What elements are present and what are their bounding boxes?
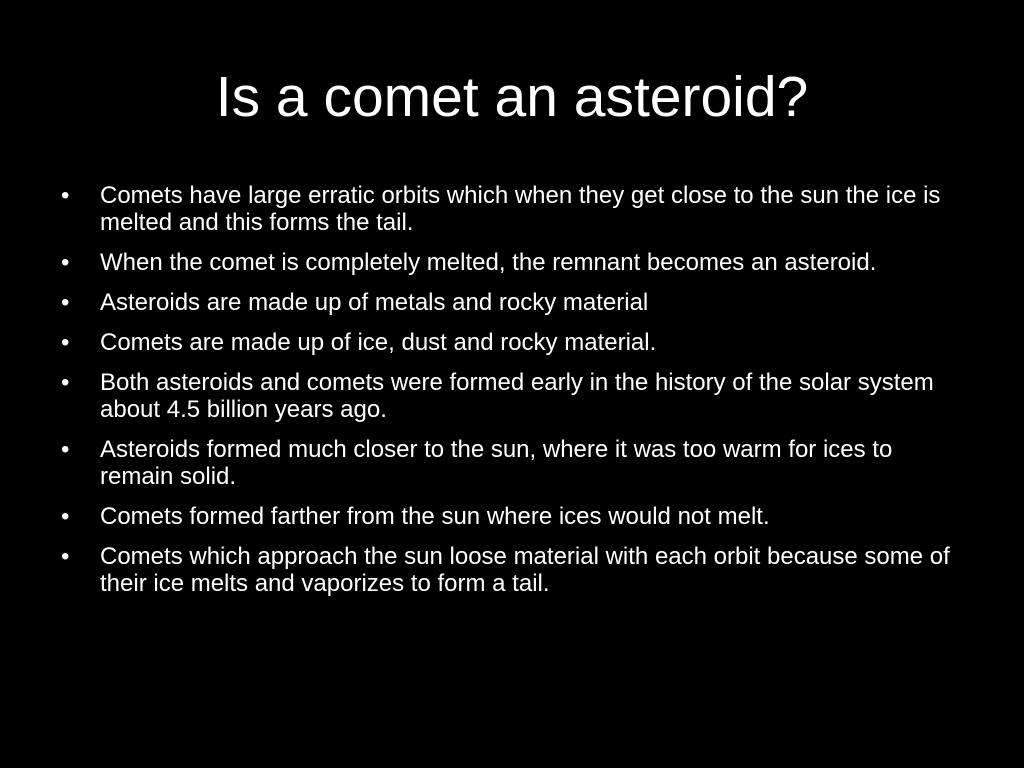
bullet-text: Both asteroids and comets were formed early in the history of the solar system about 4.5 billion years ago. xyxy=(100,369,934,423)
bullet-text: Comets which approach the sun loose material with each orbit because some of their ice melts and vaporizes to form a tail. xyxy=(100,543,950,597)
bullet-text: Asteroids formed much closer to the sun, where it was too warm for ices to remain solid. xyxy=(100,436,893,490)
bullet-text: Asteroids are made up of metals and rocky material xyxy=(100,289,649,316)
bullet-item xyxy=(58,503,968,530)
bullet-marker: • xyxy=(61,329,70,356)
bullet-text: Comets formed farther from the sun where ices would not melt. xyxy=(100,503,770,530)
bullet-item xyxy=(58,543,968,597)
bullet-marker: • xyxy=(61,249,70,276)
bullet-item xyxy=(58,436,968,490)
bullet-text: Comets have large erratic orbits which when they get close to the sun the ice is melted and this forms the tail. xyxy=(100,182,941,236)
bullet-marker: • xyxy=(61,436,70,463)
bullet-item xyxy=(58,369,968,423)
bullet-list xyxy=(58,182,968,610)
bullet-text: Comets are made up of ice, dust and rocky material. xyxy=(100,329,657,356)
bullet-item xyxy=(58,249,968,276)
bullet-item xyxy=(58,182,968,236)
bullet-item xyxy=(58,329,968,356)
bullet-text: When the comet is completely melted, the remnant becomes an asteroid. xyxy=(100,249,877,276)
bullet-marker: • xyxy=(61,543,70,570)
bullet-marker: • xyxy=(61,503,70,530)
bullet-marker: • xyxy=(61,289,70,316)
bullet-marker: • xyxy=(61,369,70,396)
bullet-item xyxy=(58,289,968,316)
bullet-marker: • xyxy=(61,182,70,209)
slide-title: Is a comet an asteroid? xyxy=(215,65,809,129)
